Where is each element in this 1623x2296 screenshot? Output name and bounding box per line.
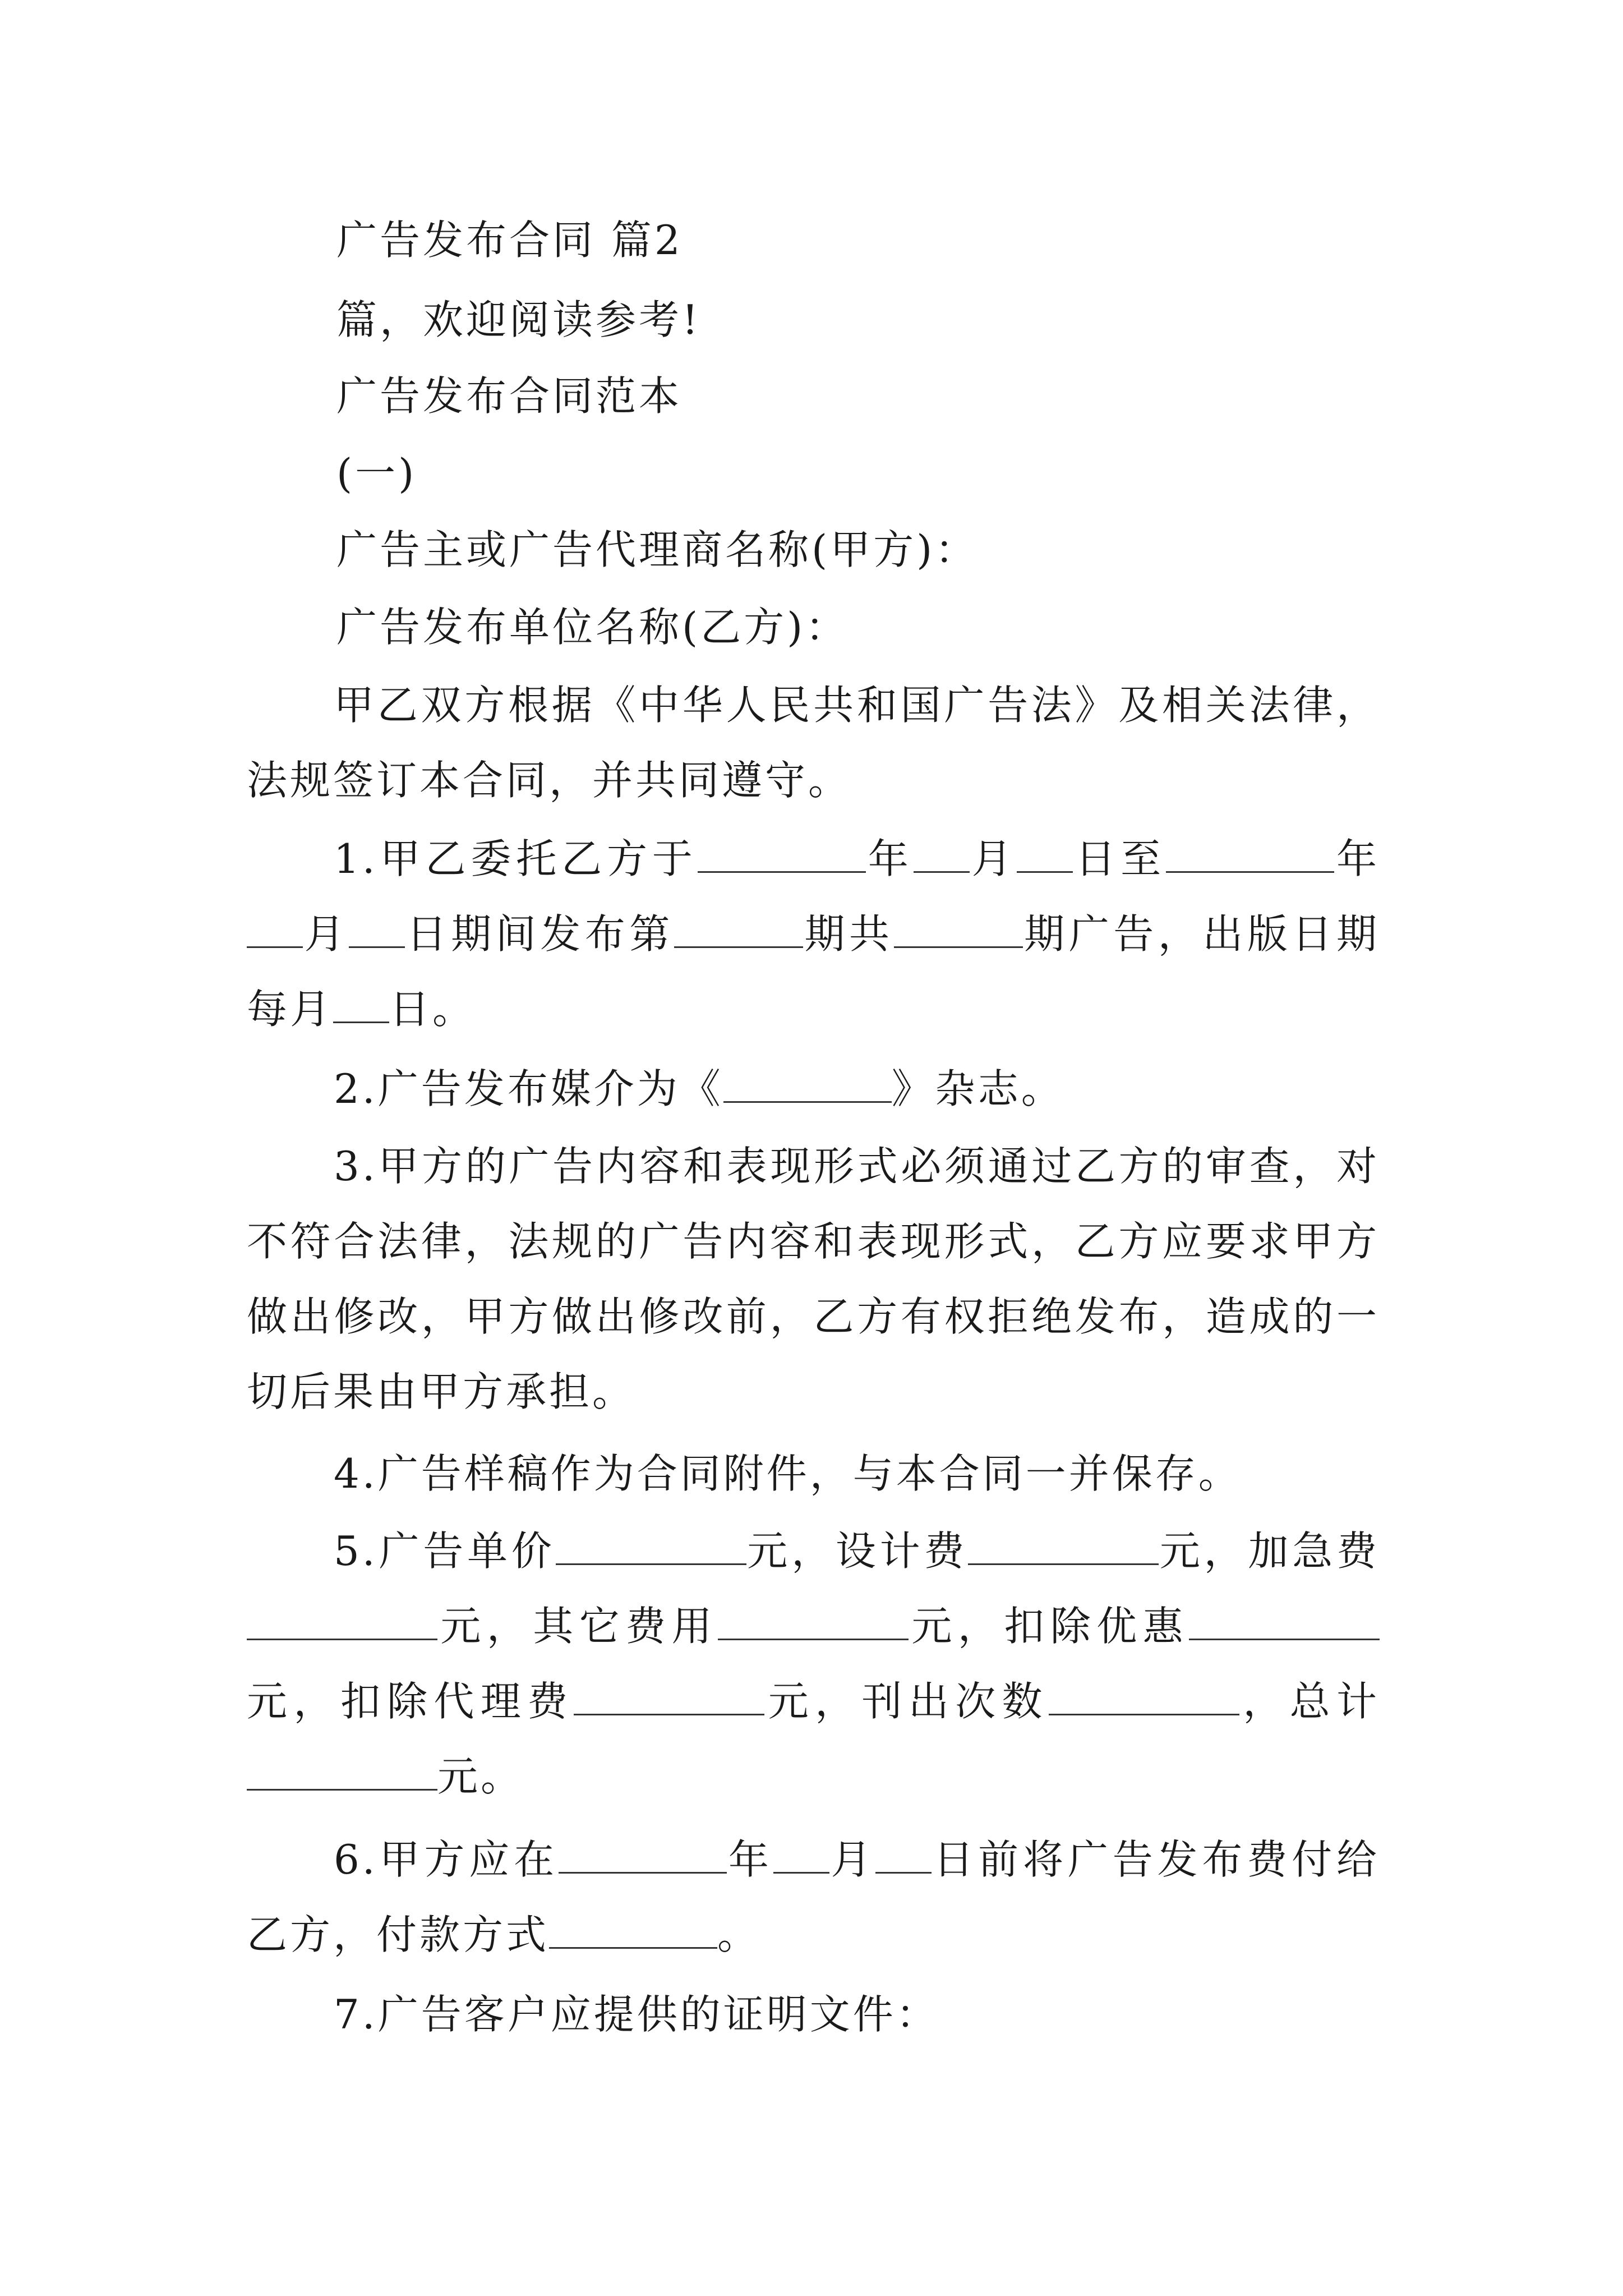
blank-issue-start: [674, 914, 803, 948]
clause-1: [247, 821, 1380, 1047]
party-a-label: 广告主或广告代理商名称(甲方)：: [336, 526, 979, 573]
blank-other-fees: [718, 1606, 909, 1640]
clause-5-text: 元，其它费用: [437, 1603, 718, 1650]
blank-pay-year: [559, 1839, 727, 1874]
clause-5-text: 元，扣除代理费: [247, 1678, 574, 1725]
clause-1-text: 日期间发布第: [405, 910, 674, 958]
template-title: 广告发布合同范本: [336, 372, 683, 420]
blank-discount: [1189, 1606, 1380, 1640]
blank-month-end: [247, 914, 303, 948]
blank-year-start: [698, 839, 866, 873]
clause-5-text: 5.广告单价: [334, 1527, 556, 1575]
clause-6: [247, 1822, 1380, 1972]
blank-agency-fee: [574, 1681, 764, 1715]
blank-issue-count: [894, 914, 1023, 948]
clause-2-text: 》杂志。: [891, 1065, 1064, 1112]
intro-paragraph: 甲乙双方根据《中华人民共和国广告法》及相关法律，法规签订本合同，并共同遵守。: [247, 682, 1380, 804]
clause-7: 7.广告客户应提供的证明文件：: [334, 1991, 939, 2038]
clause-5-text: 元。: [437, 1753, 524, 1800]
clause-4: 4.广告样稿作为合同附件，与本合同一并保存。: [334, 1450, 1242, 1497]
blank-pay-day: [875, 1839, 932, 1874]
clause-5-text: 元，刊出次数: [764, 1678, 1049, 1725]
blank-unit-price: [556, 1531, 746, 1565]
blank-day-start: [1017, 839, 1073, 873]
blank-run-count: [1049, 1681, 1239, 1715]
blank-year-end: [1166, 839, 1334, 873]
blank-media-name: [723, 1069, 892, 1103]
blank-total: [247, 1756, 437, 1791]
clause-5-text: 元，设计费: [746, 1527, 969, 1575]
clause-1-text: 期共: [803, 910, 894, 958]
blank-pay-month: [773, 1839, 829, 1874]
clause-6-text: 年: [726, 1836, 773, 1883]
clause-1-text: 日至: [1073, 835, 1166, 882]
clause-1-text: 1.甲乙委托乙方于: [334, 835, 698, 882]
clause-3: 3.甲方的广告内容和表现形式必须通过乙方的审查，对不符合法律，法规的广告内容和表现形式，乙方应要求甲方做出修改，甲方做出修改前，乙方有权拒绝发布，造成的一切后果由甲方承担。: [247, 1143, 1380, 1415]
blank-payment-method: [549, 1915, 717, 1949]
clause-5-text: 元，扣除优惠: [909, 1603, 1189, 1650]
clause-1-text: 月: [969, 835, 1017, 882]
blank-design-fee: [968, 1531, 1159, 1565]
party-b-label: 广告发布单位名称(乙方)：: [336, 604, 849, 651]
clause-6-text: 日前将广告发布费付给乙方，付款方式: [247, 1836, 1380, 1958]
clause-1-text: 日。: [389, 986, 476, 1033]
clause-1-text: 期广告，出版日期每月: [247, 910, 1380, 1033]
clause-6-text: 6.甲方应在: [334, 1836, 559, 1883]
clause-6-text: 月: [829, 1836, 876, 1883]
blank-month-start: [914, 839, 970, 873]
clause-1-text: 月: [303, 910, 349, 958]
blank-rush-fee: [247, 1606, 437, 1640]
clause-2: [247, 1051, 1380, 1126]
clause-5: [247, 1513, 1380, 1814]
blank-publish-day: [333, 989, 389, 1023]
clause-2-text: 2.广告发布媒介为《: [334, 1065, 723, 1112]
doc-title: 广告发布合同 篇2: [336, 217, 683, 264]
clause-1-text: 年: [1334, 835, 1380, 882]
clause-5-text: ，总计: [1239, 1678, 1380, 1725]
clause-6-text: 。: [717, 1911, 761, 1958]
intro-note: 篇，欢迎阅读参考!: [336, 296, 701, 343]
clause-1-text: 年: [865, 835, 914, 882]
clause-5-text: 元，加急费: [1159, 1527, 1380, 1575]
section-number: (一): [336, 450, 417, 497]
blank-day-end: [349, 914, 405, 948]
